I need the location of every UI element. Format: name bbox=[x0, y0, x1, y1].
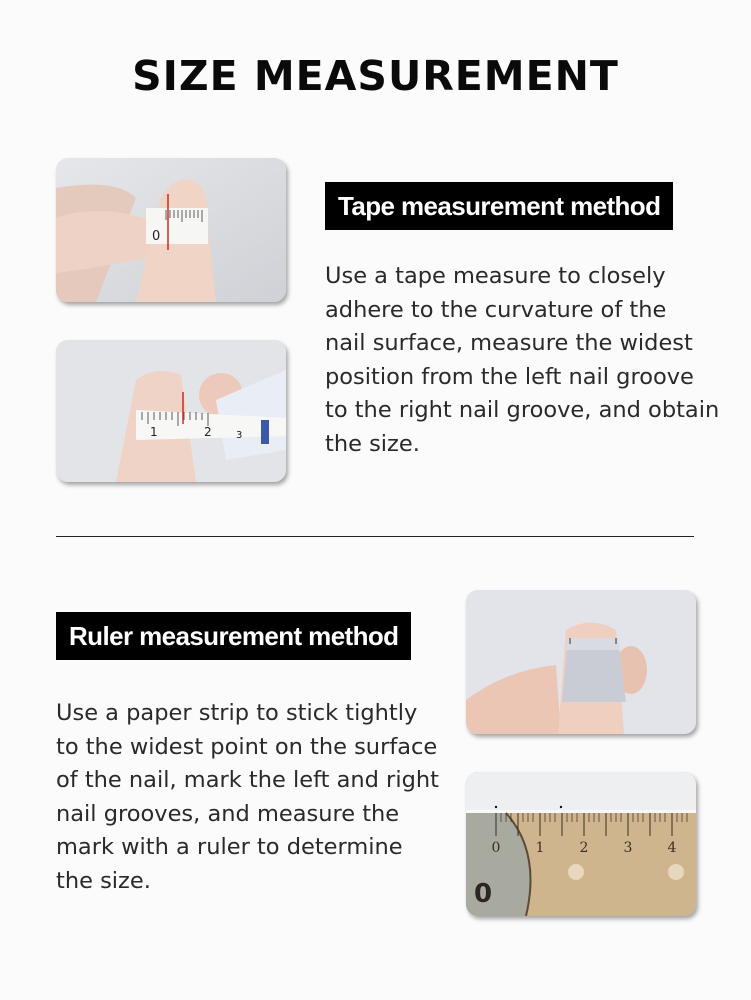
description-line: mark with a ruler to determine bbox=[56, 834, 403, 860]
description-line: Use a tape measure to closely bbox=[325, 263, 666, 289]
tape-method-label: Tape measurement method bbox=[325, 182, 673, 230]
ruler-method-label: Ruler measurement method bbox=[56, 612, 411, 660]
description-line: of the nail, mark the left and right bbox=[56, 767, 439, 793]
svg-text:1: 1 bbox=[150, 425, 158, 439]
description-line: to the widest point on the surface bbox=[56, 733, 438, 760]
svg-text:2: 2 bbox=[579, 840, 589, 856]
tape-photo-reading bbox=[56, 340, 286, 482]
page-title: SIZE MEASUREMENT bbox=[132, 52, 619, 100]
description-line: to the right nail groove, and obtain bbox=[325, 397, 720, 423]
description-line: nail grooves, and measure the bbox=[56, 800, 400, 827]
svg-text:4: 4 bbox=[667, 840, 677, 856]
description-line: position from the left nail groove bbox=[325, 363, 694, 390]
section-divider bbox=[56, 536, 694, 537]
svg-text:2: 2 bbox=[204, 425, 212, 439]
svg-text:3: 3 bbox=[623, 840, 633, 856]
svg-text:0: 0 bbox=[491, 840, 501, 856]
description-line: the size. bbox=[56, 867, 151, 894]
description-line: Use a paper strip to stick tightly bbox=[56, 700, 418, 726]
description-line: adhere to the curvature of the bbox=[325, 296, 667, 323]
paper-strip-photo bbox=[466, 590, 696, 734]
description-line: the size. bbox=[325, 430, 420, 457]
svg-text:3: 3 bbox=[236, 430, 243, 441]
ruler-reading-photo bbox=[466, 772, 696, 916]
tape-method-description bbox=[325, 260, 719, 461]
svg-text:0: 0 bbox=[152, 229, 161, 244]
ruler-method-description bbox=[56, 697, 439, 898]
description-line: nail surface, measure the widest bbox=[325, 330, 693, 356]
tape-photo-zero-mark bbox=[56, 158, 286, 302]
svg-text:1: 1 bbox=[535, 840, 545, 856]
svg-text:0: 0 bbox=[474, 879, 493, 909]
